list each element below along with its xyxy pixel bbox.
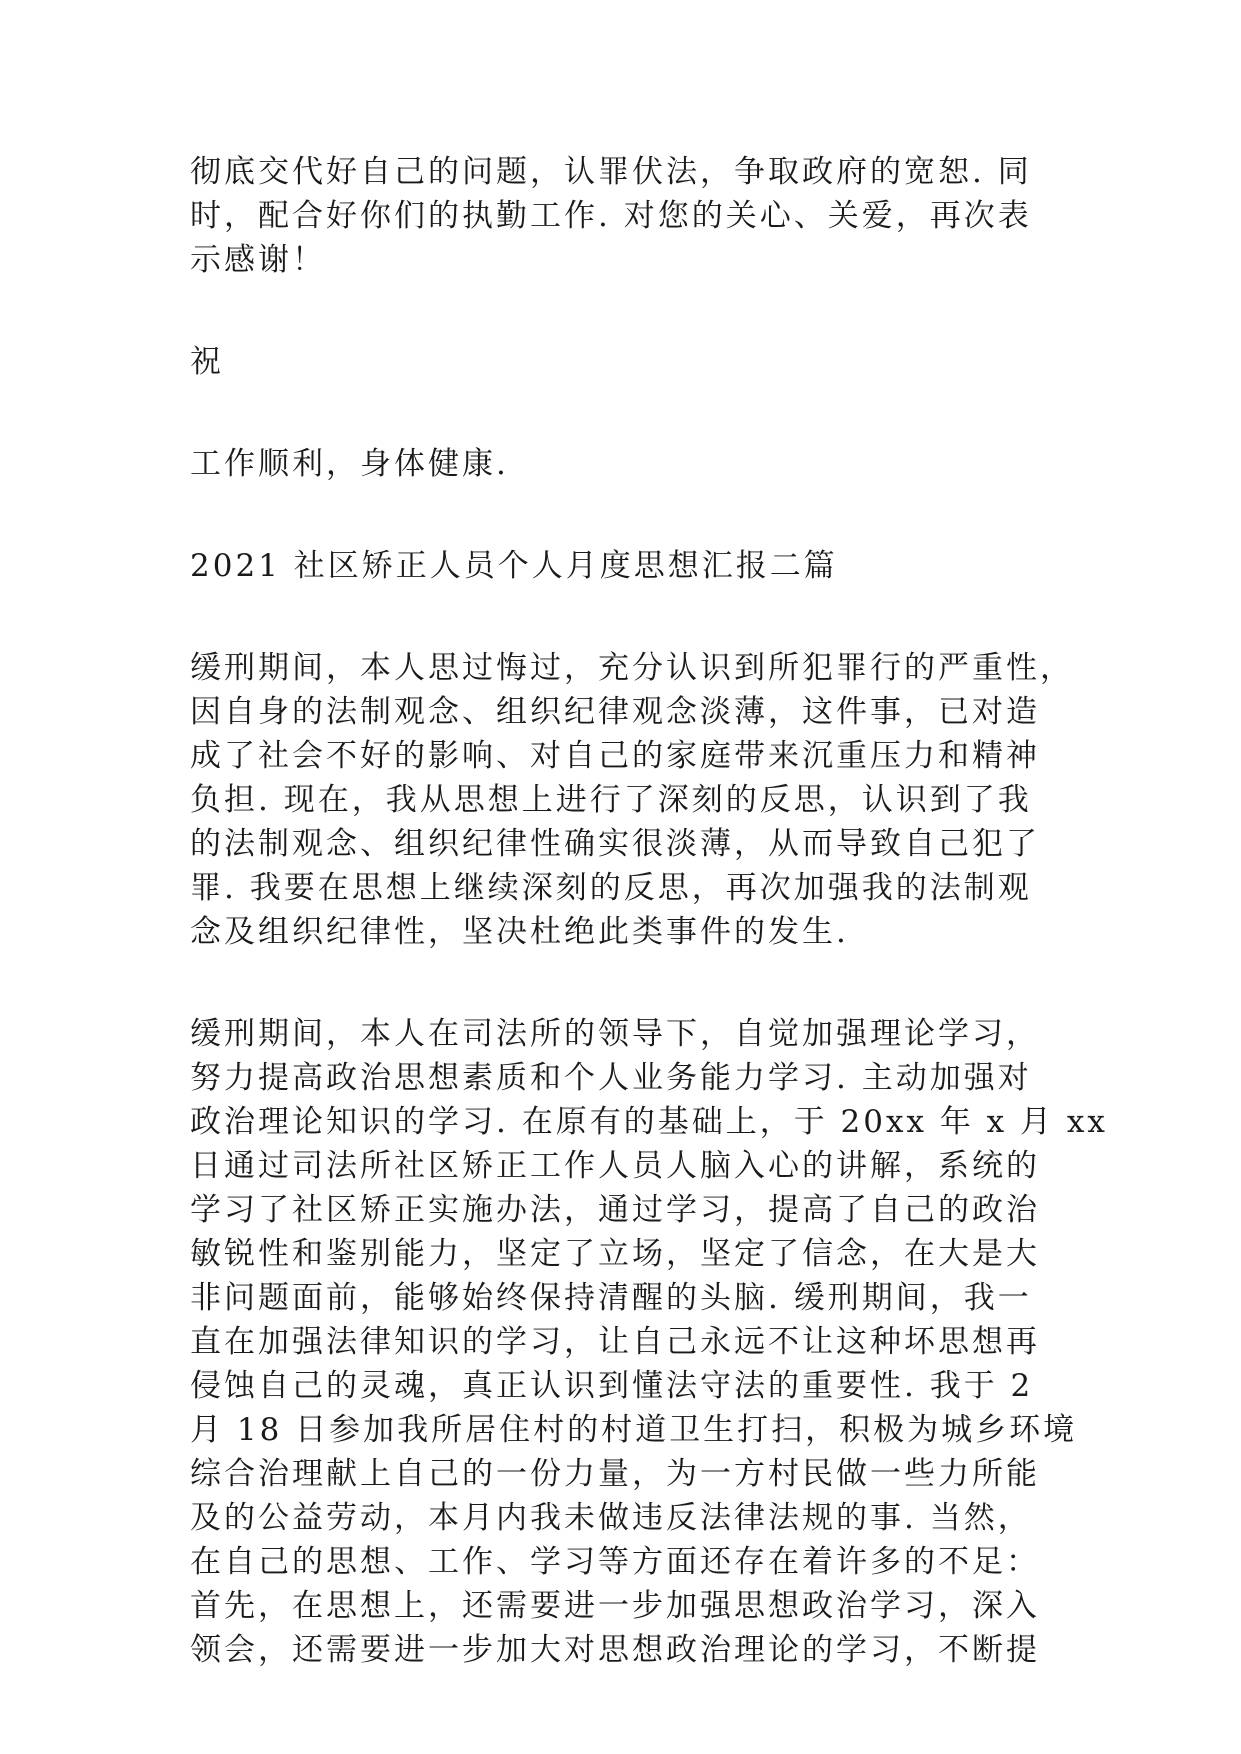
text-line: 缓刑期间，本人思过悔过，充分认识到所犯罪行的严重性， — [190, 650, 1074, 686]
text-line: 罪. 我要在思想上继续深刻的反思，再次加强我的法制观 — [190, 870, 1032, 906]
paragraph-reflection — [190, 646, 1074, 954]
document-body — [190, 150, 1108, 1730]
paragraph-salutation — [190, 340, 1060, 384]
text-line: 学习了社区矫正实施办法，通过学习，提高了自己的政治 — [190, 1192, 1040, 1228]
text-line: 示感谢！ — [190, 242, 326, 278]
text-line: 敏锐性和鉴别能力，坚定了立场，坚定了信念，在大是大 — [190, 1236, 1040, 1272]
text-line: 的法制观念、组织纪律性确实很淡薄，从而导致自己犯了 — [190, 826, 1040, 862]
text-line: 侵蚀自己的灵魂，真正认识到懂法守法的重要性. 我于 2 — [190, 1368, 1034, 1404]
text-line: 努力提高政治思想素质和个人业务能力学习. 主动加强对 — [190, 1060, 1032, 1096]
paragraph-closing-remarks — [190, 150, 1060, 282]
text-line: 念及组织纪律性，坚决杜绝此类事件的发生. — [190, 914, 849, 950]
text-line: 成了社会不好的影响、对自己的家庭带来沉重压力和精神 — [190, 738, 1040, 774]
text-line: 工作顺利，身体健康. — [190, 446, 509, 482]
text-line: 非问题面前，能够始终保持清醒的头脑. 缓刑期间，我一 — [190, 1280, 1032, 1316]
text-line: 直在加强法律知识的学习，让自己永远不让这种坏思想再 — [190, 1324, 1040, 1360]
text-line: 彻底交代好自己的问题，认罪伏法，争取政府的宽恕. 同 — [190, 154, 1032, 190]
text-line: 日通过司法所社区矫正工作人员人脑入心的讲解，系统的 — [190, 1148, 1040, 1184]
heading-line: 2021 社区矫正人员个人月度思想汇报二篇 — [190, 548, 838, 584]
text-line: 月 18 日参加我所居住村的村道卫生打扫，积极为城乡环境 — [190, 1412, 1078, 1448]
text-line: 在自己的思想、工作、学习等方面还存在着许多的不足： — [190, 1544, 1040, 1580]
section-heading — [190, 544, 1060, 588]
text-line: 时，配合好你们的执勤工作. 对您的关心、关爱，再次表 — [190, 198, 1032, 234]
text-line: 负担. 现在，我从思想上进行了深刻的反思，认识到了我 — [190, 782, 1032, 818]
text-line: 首先，在思想上，还需要进一步加强思想政治学习，深入 — [190, 1588, 1040, 1624]
text-line: 领会，还需要进一步加大对思想政治理论的学习，不断提 — [190, 1632, 1040, 1668]
text-line: 政治理论知识的学习. 在原有的基础上，于 20xx 年 x 月 xx — [190, 1104, 1108, 1140]
text-line: 因自身的法制观念、组织纪律观念淡薄，这件事，已对造 — [190, 694, 1040, 730]
paragraph-wishes — [190, 442, 1060, 486]
text-line: 综合治理献上自己的一份力量，为一方村民做一些力所能 — [190, 1456, 1040, 1492]
text-line: 缓刑期间，本人在司法所的领导下，自觉加强理论学习， — [190, 1016, 1040, 1052]
text-line: 及的公益劳动，本月内我未做违反法律法规的事. 当然， — [190, 1500, 1032, 1536]
text-line: 祝 — [190, 344, 224, 380]
paragraph-study — [190, 1012, 1108, 1672]
